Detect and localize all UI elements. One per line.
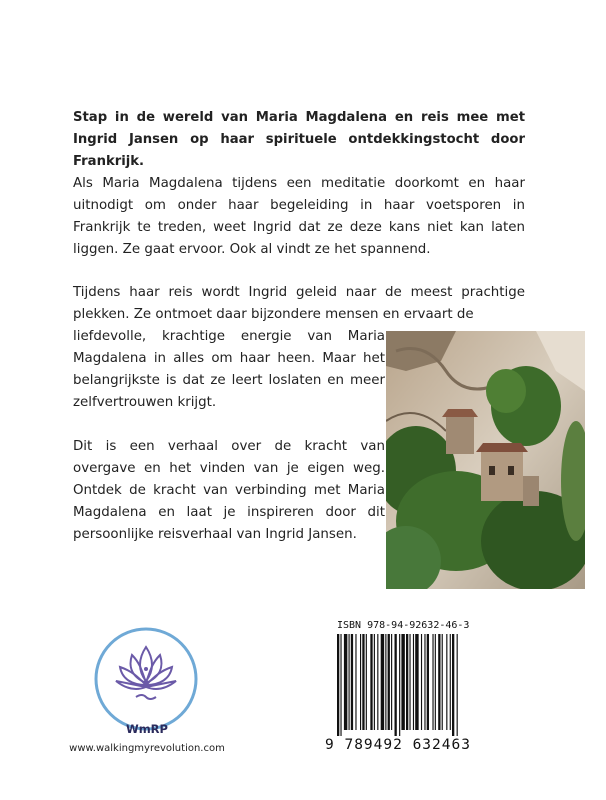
barcode-bar [360, 634, 361, 730]
barcode-bar [351, 634, 353, 730]
paragraph-journey-narrow: liefdevolle, krachtige energie van Maria Magdalena in alles om haar heen. Maar het belangrijkste is dat ze leert loslaten en meer zelfvertrouwen krijgt. [73, 329, 385, 410]
barcode-bar [385, 634, 386, 730]
barcode-bar [395, 634, 397, 736]
paragraph-surrender: Dit is een verhaal over de kracht van overgave en het vinden van je eigen weg. Ontdek de kracht van verbinding met Maria Magdalena en laat je inspireren door dit persoonlijke reisverhaal van Ingrid Jansen. [73, 439, 385, 542]
paragraph-journey-wide: Tijdens haar reis wordt Ingrid geleid naar de meest prachtige plekken. Ze ontmoet daar bijzondere mensen en ervaart de [73, 285, 525, 322]
barcode-bar [355, 634, 356, 730]
ean-digits: 9 789492 632463 [325, 737, 471, 753]
barcode-bar [344, 634, 347, 730]
paragraph-invitation: Als Maria Magdalena tijdens een meditatie doorkomt en haar uitnodigt om onder haar begeleiding in haar voetsporen in Frankrijk te treden, weet Ingrid dat ze deze kans niet kan laten liggen. Ze gaat ervoor. Ook al vindt ze het spannend. [73, 176, 525, 257]
barcode-bar [340, 634, 341, 736]
barcode-bar [457, 634, 458, 736]
barcode-bar [452, 634, 454, 736]
barcode-bar [374, 634, 375, 730]
barcode-bar [401, 634, 404, 730]
lead-paragraph: Stap in de wereld van Maria Magdalena en reis mee met Ingrid Jansen op haar spirituele ontdekkingstocht door Frankrijk. [73, 110, 525, 169]
cliff-chapel-photo [386, 331, 585, 589]
barcode [336, 634, 500, 736]
barcode-bar [450, 634, 451, 730]
publisher-abbr: WmRP [126, 722, 168, 736]
barcode-bar [446, 634, 447, 730]
barcode-bar [406, 634, 408, 730]
barcode-bar [438, 634, 440, 730]
barcode-bar [442, 634, 443, 730]
barcode-bar [432, 634, 433, 730]
barcode-bar [366, 634, 367, 730]
barcode-bar [377, 634, 378, 730]
barcode-bar [424, 634, 425, 730]
isbn-label: ISBN 978-94-92632-46-3 [337, 620, 470, 631]
barcode-bar [413, 634, 414, 730]
barcode-bar [381, 634, 384, 730]
barcode-bar [337, 634, 339, 736]
barcode-bar [421, 634, 422, 730]
barcode-bar [435, 634, 436, 730]
barcode-bar [370, 634, 372, 730]
barcode-bar [349, 634, 350, 730]
barcode-bar [427, 634, 429, 730]
barcode-bar [415, 634, 418, 730]
barcode-bar [388, 634, 390, 730]
barcode-bar [399, 634, 400, 736]
lotus-logo-icon [92, 625, 200, 733]
barcode-bar [362, 634, 364, 730]
publisher-url: www.walkingmyrevolution.com [69, 743, 225, 754]
barcode-bar [409, 634, 410, 730]
barcode-bar [391, 634, 392, 730]
publisher-logo [92, 625, 200, 733]
